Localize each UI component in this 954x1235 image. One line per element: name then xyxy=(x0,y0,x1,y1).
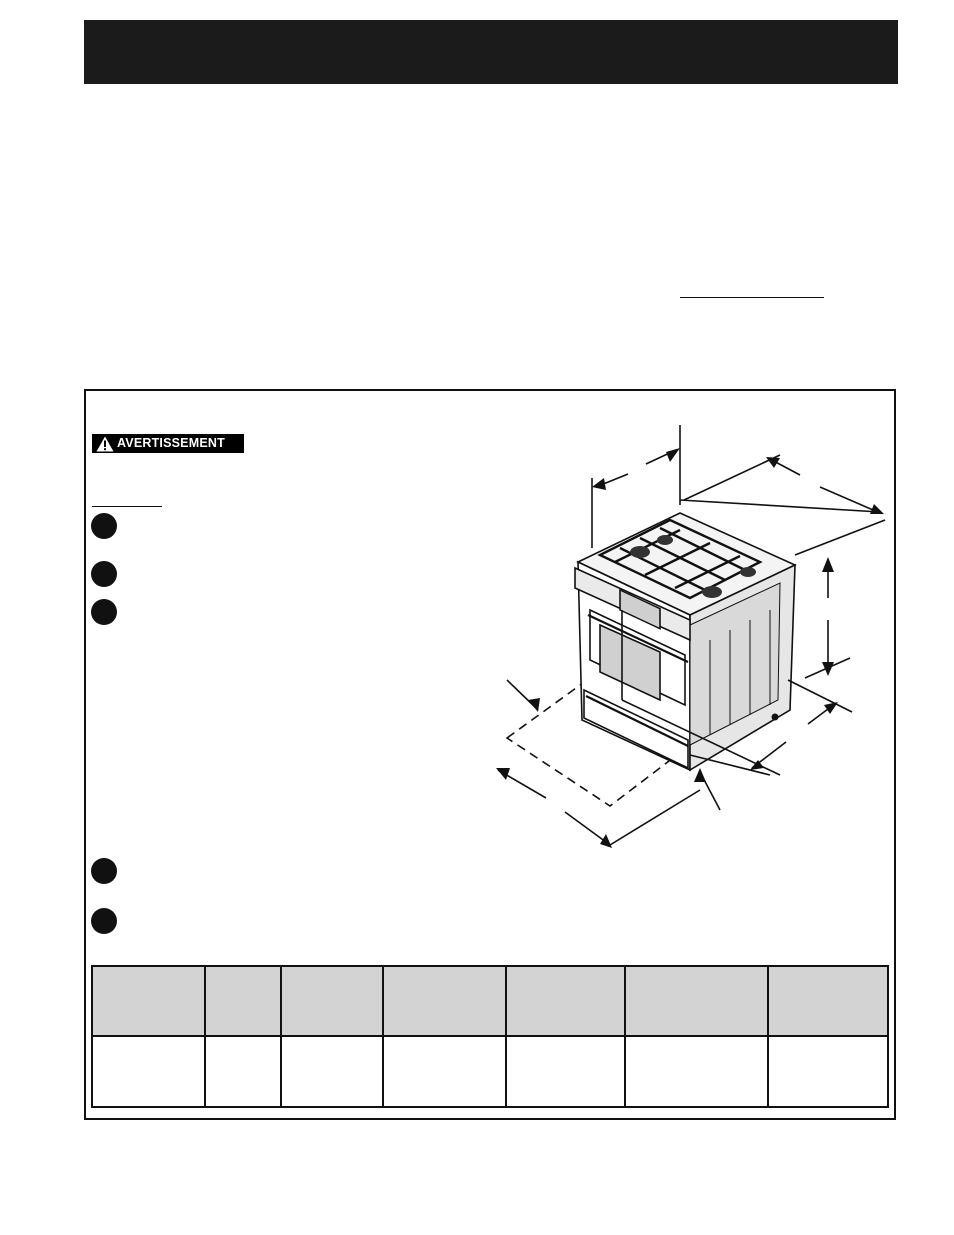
table-header-cell xyxy=(205,966,281,1036)
table-cell xyxy=(281,1036,383,1107)
table-cell xyxy=(768,1036,888,1107)
specifications-table xyxy=(91,965,889,1108)
table-cell xyxy=(383,1036,506,1107)
table-header-row xyxy=(92,966,888,1036)
table-cell xyxy=(205,1036,281,1107)
table-cell xyxy=(506,1036,625,1107)
step-marker-5 xyxy=(91,908,117,934)
page-header-bar xyxy=(84,20,898,84)
table-cell xyxy=(92,1036,205,1107)
table-header-cell xyxy=(281,966,383,1036)
step-marker-4 xyxy=(91,858,117,884)
range-installation-illustration xyxy=(470,400,890,860)
warning-label: AVERTISSEMENT xyxy=(117,436,225,450)
step-marker-3 xyxy=(91,599,117,625)
step-marker-1 xyxy=(91,513,117,539)
table-header-cell xyxy=(383,966,506,1036)
warning-triangle-icon xyxy=(96,436,114,452)
section-underline xyxy=(92,506,162,507)
table-header-cell xyxy=(768,966,888,1036)
leveling-leg xyxy=(772,714,779,721)
table-row xyxy=(92,1036,888,1107)
warning-badge xyxy=(92,434,244,453)
table-cell xyxy=(625,1036,768,1107)
step-marker-2 xyxy=(91,561,117,587)
table-header-cell xyxy=(625,966,768,1036)
table-header-cell xyxy=(506,966,625,1036)
link-underline[interactable] xyxy=(680,297,824,298)
table-header-cell xyxy=(92,966,205,1036)
